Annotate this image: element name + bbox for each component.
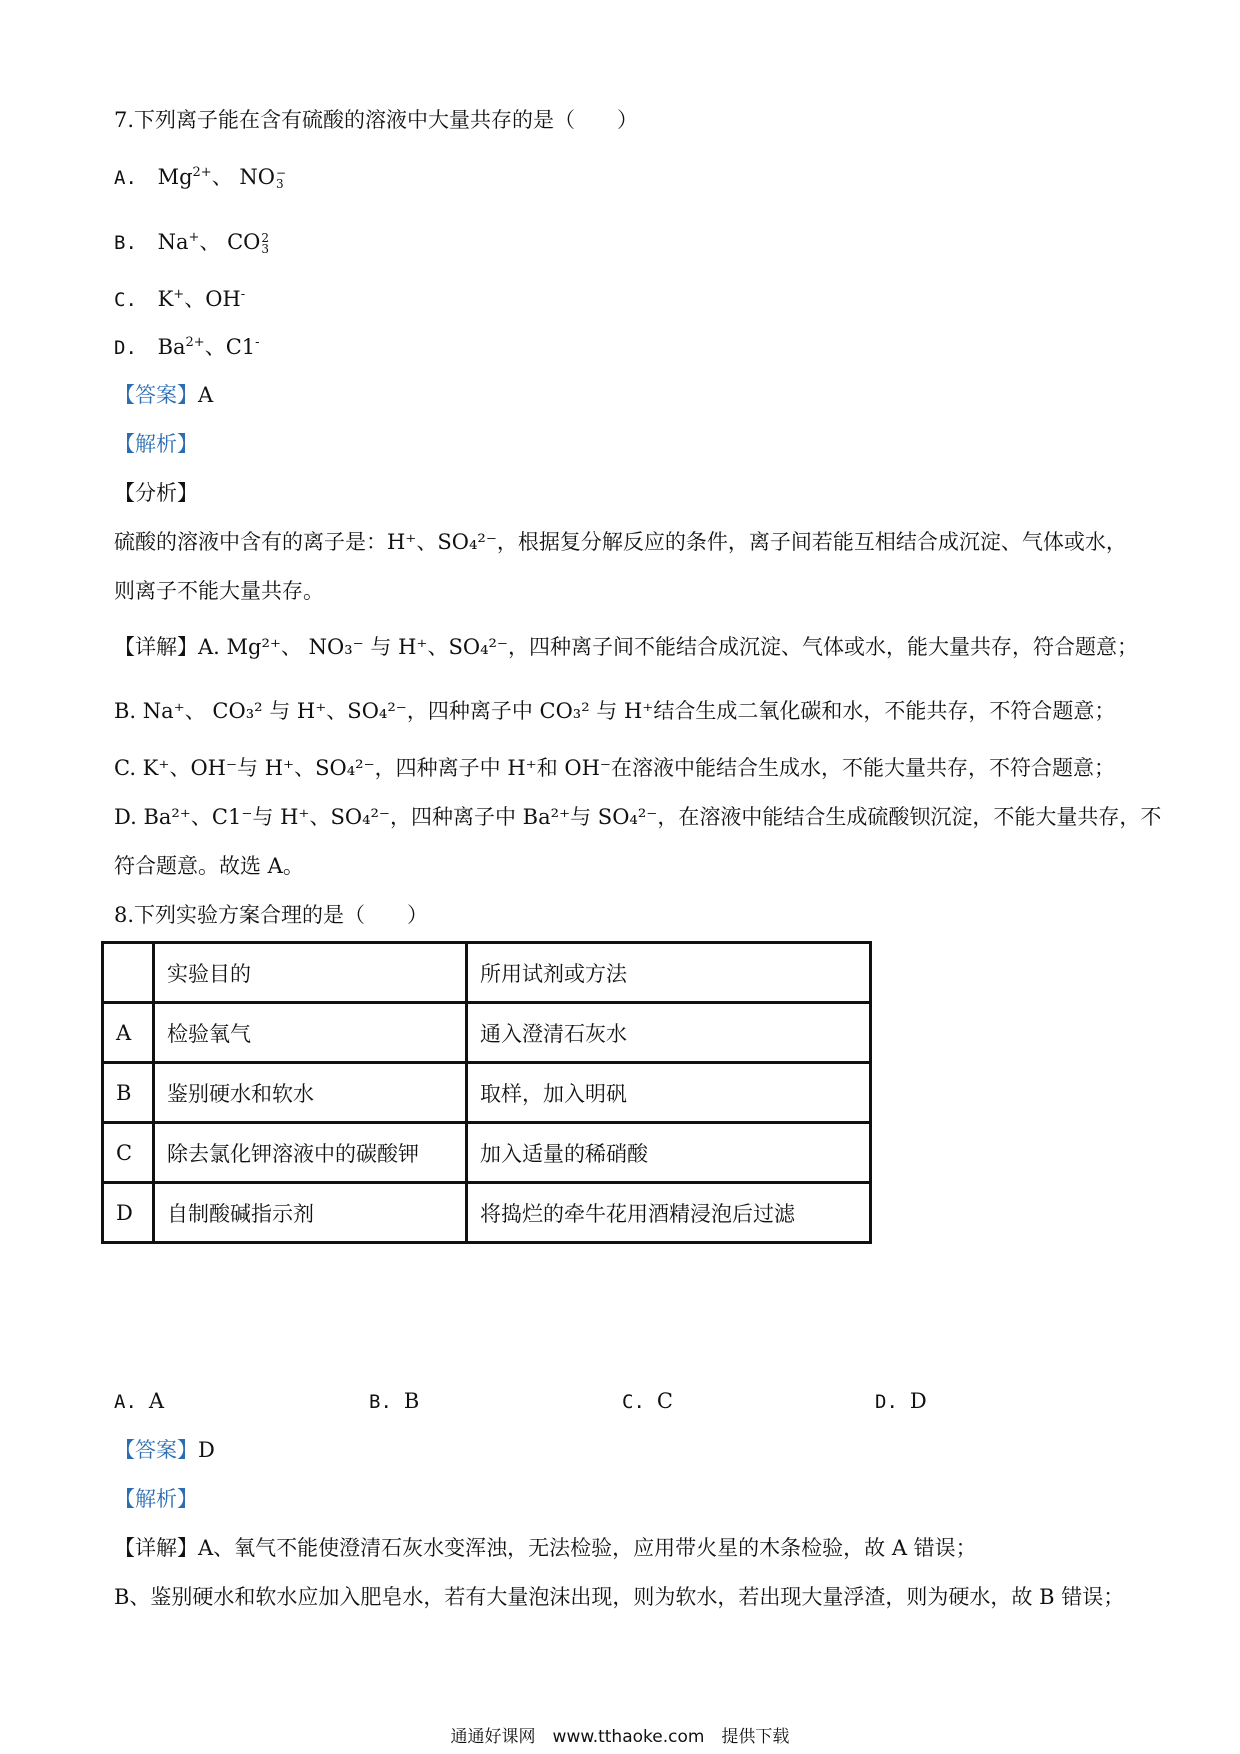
table-cell: 通入澄清石灰水 — [467, 1003, 871, 1063]
experiment-table — [101, 941, 872, 1244]
q8-option-b[interactable] — [369, 1387, 419, 1416]
q8-stem: 8.下列实验方案合理的是（ ） — [114, 903, 429, 927]
answer-tag: 【答案】 — [114, 1438, 198, 1462]
ion: CO — [227, 230, 261, 254]
table-header-cell: 所用试剂或方法 — [467, 943, 871, 1003]
separator: 、 — [199, 230, 221, 254]
q7-detail-d1: D. Ba²⁺、C1⁻与 H⁺、SO₄²⁻，四种离子中 Ba²⁺与 SO₄²⁻，在溶液中能结合生成硫酸钡沉淀，不能大量共存，不 — [114, 805, 1162, 829]
footer-text: 通通好课网 www.tthaoke.com 提供下载 — [450, 1727, 790, 1747]
ion: Mg — [157, 165, 193, 189]
table-cell: B — [103, 1063, 154, 1123]
table-cell: 将捣烂的牵牛花用酒精浸泡后过滤 — [467, 1183, 871, 1243]
option-letter: B. — [369, 1391, 392, 1413]
detail-tag: 【详解】 — [114, 635, 198, 659]
table-row — [103, 1063, 871, 1123]
table-cell: 加入适量的稀硝酸 — [467, 1123, 871, 1183]
option-letter: C. — [622, 1391, 645, 1413]
ion-subscript: 3 — [275, 176, 284, 191]
q7-detail-b: B. Na⁺、 CO₃² 与 H⁺、SO₄²⁻，四种离子中 CO₃² 与 H⁺结合生成二氧化碳和水，不能共存，不符合题意； — [114, 699, 1116, 723]
ion: NO — [239, 165, 275, 189]
answer-value: D — [198, 1438, 215, 1462]
q7-detail-a — [114, 633, 1138, 661]
ion-charge: 2+ — [185, 335, 205, 350]
table-header-row — [103, 943, 871, 1003]
q8-analysis-tag: 【解析】 — [114, 1487, 198, 1511]
separator: 、 — [204, 335, 226, 359]
answer-value: A — [198, 383, 214, 407]
table-cell: 除去氯化钾溶液中的碳酸钾 — [154, 1123, 467, 1183]
ion: OH — [205, 287, 241, 311]
q7-stem: 7.下列离子能在含有硫酸的溶液中大量共存的是（ ） — [114, 108, 639, 132]
table-header-cell: 实验目的 — [154, 943, 467, 1003]
q7-fenxi-tag: 【分析】 — [114, 481, 198, 505]
option-text: A — [148, 1389, 165, 1413]
table-cell: 检验氧气 — [154, 1003, 467, 1063]
detail-text: A. Mg²⁺、 NO₃⁻ 与 H⁺、SO₄²⁻，四种离子间不能结合成沉淀、气体或水，能大量共存，符合题意； — [198, 635, 1139, 659]
separator: 、 — [184, 287, 206, 311]
q8-detail-b: B、鉴别硬水和软水应加入肥皂水，若有大量泡沫出现，则为软水，若出现大量浮渣，则为硬水，故 B 错误； — [114, 1585, 1125, 1609]
option-text: B — [403, 1389, 420, 1413]
table-row — [103, 1123, 871, 1183]
separator: 、 — [211, 165, 233, 189]
q7-fenxi-line1: 硫酸的溶液中含有的离子是：H⁺、SO₄²⁻，根据复分解反应的条件，离子间若能互相结合成沉淀、气体或水， — [114, 530, 1127, 554]
option-letter: D. — [875, 1391, 898, 1413]
q7-detail-d2: 符合题意。故选 A。 — [114, 854, 304, 878]
table-cell: D — [103, 1183, 154, 1243]
ion: K — [157, 287, 174, 311]
q7-fenxi-line2: 则离子不能大量共存。 — [114, 579, 324, 603]
option-letter: C. — [114, 289, 137, 311]
ion-charge: + — [188, 230, 200, 245]
ion: Ba — [157, 335, 186, 359]
option-letter: A. — [114, 1391, 137, 1413]
ion-charge: 2+ — [192, 165, 212, 180]
answer-tag: 【答案】 — [114, 383, 198, 407]
table-cell: 鉴别硬水和软水 — [154, 1063, 467, 1123]
ion-charge: + — [173, 287, 185, 302]
q7-detail-c: C. K⁺、OH⁻与 H⁺、SO₄²⁻，四种离子中 H⁺和 OH⁻在溶液中能结合生成水，不能大量共存，不符合题意； — [114, 756, 1116, 780]
table-cell: 自制酸碱指示剂 — [154, 1183, 467, 1243]
q7-analysis-tag: 【解析】 — [114, 432, 198, 456]
q7-answer — [114, 381, 213, 409]
table-cell: A — [103, 1003, 154, 1063]
ion: C1 — [225, 335, 256, 359]
q7-option-a[interactable] — [114, 163, 286, 192]
q8-detail-a — [114, 1534, 977, 1562]
q7-option-d[interactable] — [114, 333, 260, 362]
q7-option-c[interactable] — [114, 285, 245, 314]
option-letter: B. — [114, 232, 137, 254]
q8-option-a[interactable] — [114, 1387, 164, 1416]
q8-answer — [114, 1436, 215, 1464]
detail-tag: 【详解】 — [114, 1536, 198, 1560]
ion-charge: 2 — [261, 230, 270, 245]
table-row — [103, 1003, 871, 1063]
ion: Na — [157, 230, 189, 254]
table-header-cell — [103, 943, 154, 1003]
ion-charge: − — [275, 165, 287, 180]
detail-text: A、氧气不能使澄清石灰水变浑浊，无法检验，应用带火星的木条检验，故 A 错误； — [198, 1536, 977, 1560]
table-row — [103, 1183, 871, 1243]
ion-charge: - — [240, 287, 246, 302]
q8-option-c[interactable] — [622, 1387, 673, 1416]
option-text: C — [656, 1389, 673, 1413]
option-text: D — [909, 1389, 927, 1413]
q8-option-d[interactable] — [875, 1387, 927, 1416]
table-cell: 取样，加入明矾 — [467, 1063, 871, 1123]
ion-charge: - — [255, 335, 260, 350]
option-letter: D. — [114, 337, 137, 359]
table-cell: C — [103, 1123, 154, 1183]
q7-option-b[interactable] — [114, 228, 269, 257]
ion-subscript: 3 — [261, 241, 270, 256]
option-letter: A. — [114, 167, 137, 189]
